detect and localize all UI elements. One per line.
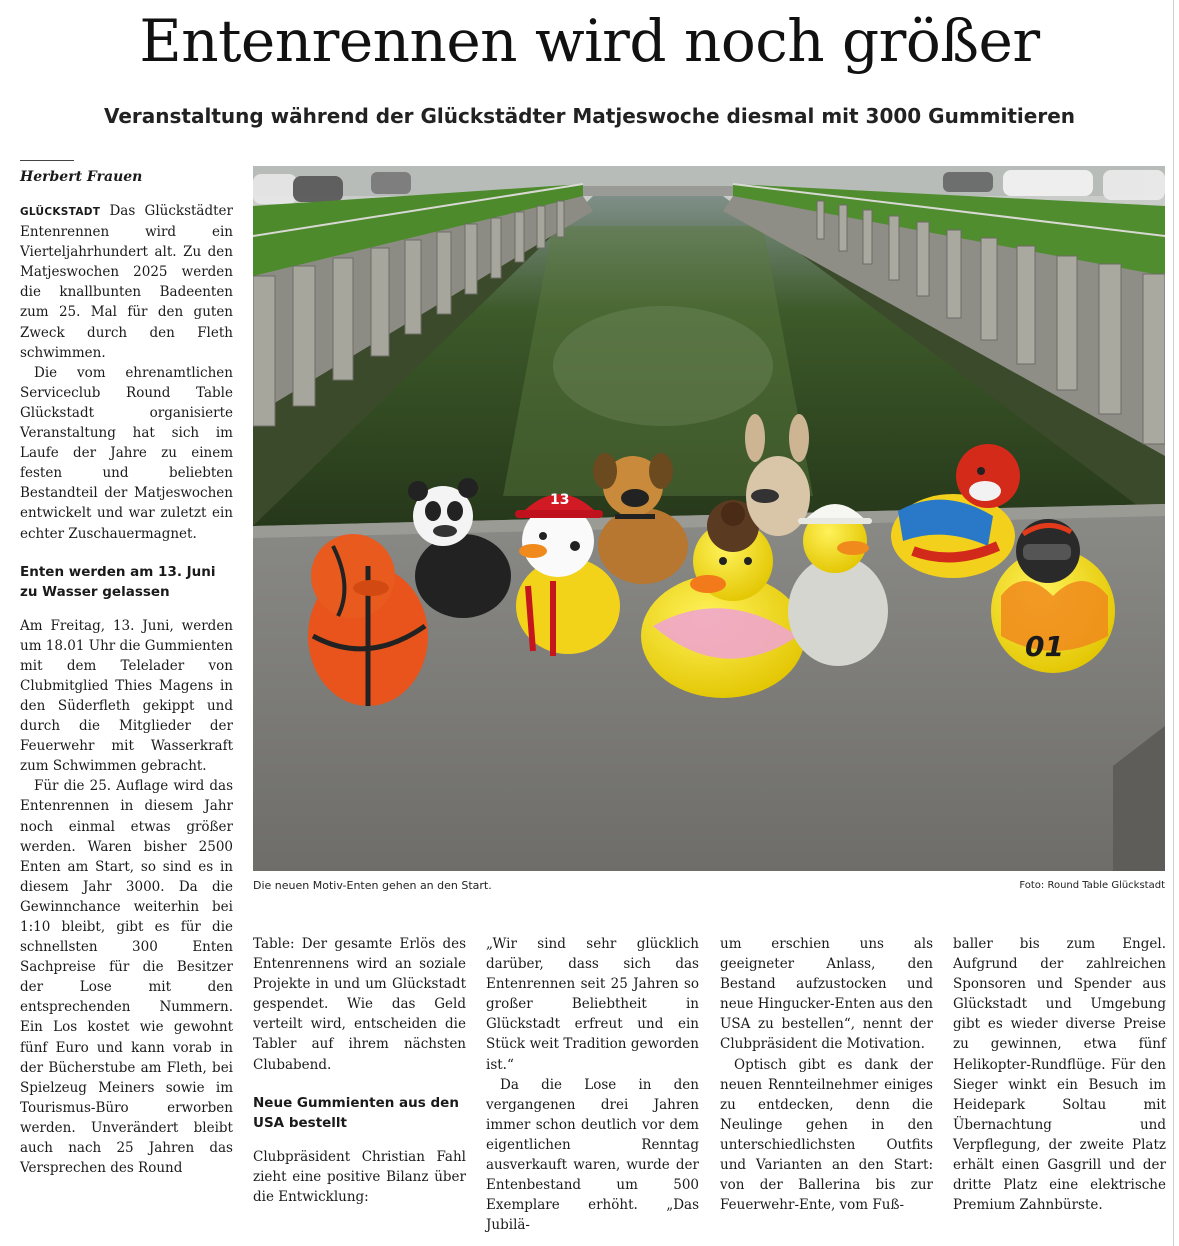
page-edge-divider <box>1173 0 1174 1246</box>
paragraph-text: Das Glückstädter Entenrennen wird ein Vierteljahrhundert alt. Zu den Matjeswochen 2025 werden die knallbunten Badeenten zum 25. Mal für den guten Zweck durch den Fleth schwimmen. <box>20 203 233 361</box>
paragraph: Am Freitag, 13. Juni, werden um 18.01 Uhr die Gummienten mit dem Telelader von Clubmitglied Thies Magens in den Süderfleth gekippt und durch die Mitglieder der Feuerwehr mit Wasserkraft zum Schwimmen gebracht. <box>20 617 233 775</box>
article-subheadline: Veranstaltung während der Glückstädter Matjeswoche diesmal mit 3000 Gummitieren <box>103 104 1076 128</box>
article-column-1 <box>20 158 233 1178</box>
author-byline: Herbert Frauen <box>20 169 143 185</box>
paragraph: Da die Lose in den vergangenen drei Jahren immer schon deutlich vor dem eigentlichen Renntag ausverkauft waren, wurde der Entenbestand um 500 Exemplare erhöht. „Das Jubilä- <box>486 1076 699 1234</box>
section-subhead: Neue Gummienten aus den USA bestellt <box>253 1094 459 1131</box>
article-photo <box>253 166 1165 871</box>
paragraph: Für die 25. Auflage wird das Entenrennen in diesem Jahr noch einmal etwas größer werden. Waren bisher 2500 Enten am Start, so sind es in diesem Jahr 3000. Da die Gewinnchance weiterhin bei 1:10 bleibt, gibt es für die schnellsten 300 Enten Sachpreise für die Besitzer der Lose mit den entsprechenden Nummern. Ein Los kostet wie gewohnt fünf Euro und kann vorab in der Bücherstube am Fleth, bei Spielzeug Meiners sowie im Tourismus-Büro erworben werden. Unverändert bleibt auch nach 25 Jahren das Versprechen des Round <box>20 778 233 1177</box>
duck-01-label: 01 <box>1025 630 1064 663</box>
paragraph: Die vom ehrenamtlichen Serviceclub Round Table Glückstadt organisierte Veranstaltung hat sich im Laufe der Jahre zu einem festen und beliebten Bestandteil der Matjeswochen entwickelt und war zuletzt ein echter Zuschauermagnet. <box>20 364 233 542</box>
article-column-2 <box>253 934 466 1207</box>
paragraph: Clubpräsident Christian Fahl zieht eine positive Bilanz über die Entwicklung: <box>253 1148 466 1205</box>
dateline: GLÜCKSTADT <box>20 206 101 218</box>
paragraph <box>20 201 233 363</box>
article-column-5 <box>953 934 1166 1215</box>
section-subhead: Enten werden am 13. Juni zu Wasser gelassen <box>20 563 216 600</box>
paragraph: Optisch gibt es dank der neuen Rennteilnehmer einiges zu entdecken, denn die Neulinge gehen in den unterschiedlichsten Outfits und Varianten an den Start: von der Ballerina bis zur Feuerwehr-Ente, vom Fuß- <box>720 1056 933 1214</box>
article-headline: Entenrennen wird noch größer <box>139 7 1040 75</box>
photo-rubber-ducks-on-wall <box>253 166 1165 871</box>
paragraph: Table: Der gesamte Erlös des Entenrennens wird an soziale Projekte in und um Glückstadt gespendet. Wie das Geld verteilt wird, entscheiden die Tabler auf ihrem nächsten Clubabend. <box>253 936 466 1073</box>
paragraph: baller bis zum Engel. Aufgrund der zahlreichen Sponsoren und Spender aus Glückstadt und Umgebung gibt es wieder diverse Preise zu gewinnen, etwa fünf Helikopter-Rundflüge. Für den Sieger winkt ein Besuch im Heidepark Soltau mit Übernachtung und Verpflegung, der zweite Platz erhält einen Gasgrill und der dritte Platz eine elektrische Premium Zahnbürste. <box>953 936 1166 1214</box>
article-column-4 <box>720 934 933 1215</box>
article-column-3 <box>486 934 699 1235</box>
photo-credit: Foto: Round Table Glückstadt <box>1019 880 1165 891</box>
byline-rule <box>20 160 74 161</box>
duck-13-label: 13 <box>550 492 570 508</box>
photo-caption: Die neuen Motiv-Enten gehen an den Start. <box>253 879 492 892</box>
photo-caption-row <box>253 877 1165 895</box>
paragraph: um erschien uns als geeigneter Anlass, den Bestand aufzustocken und neue Hingucker-Enten aus den USA zu bestellen“, nennt der Clubpräsident die Motivation. <box>720 936 933 1053</box>
paragraph: „Wir sind sehr glücklich darüber, dass sich das Entenrennen seit 25 Jahren so großer Beliebtheit in Glückstadt erfreut und ein Stück weit Tradition geworden ist.“ <box>486 936 699 1073</box>
